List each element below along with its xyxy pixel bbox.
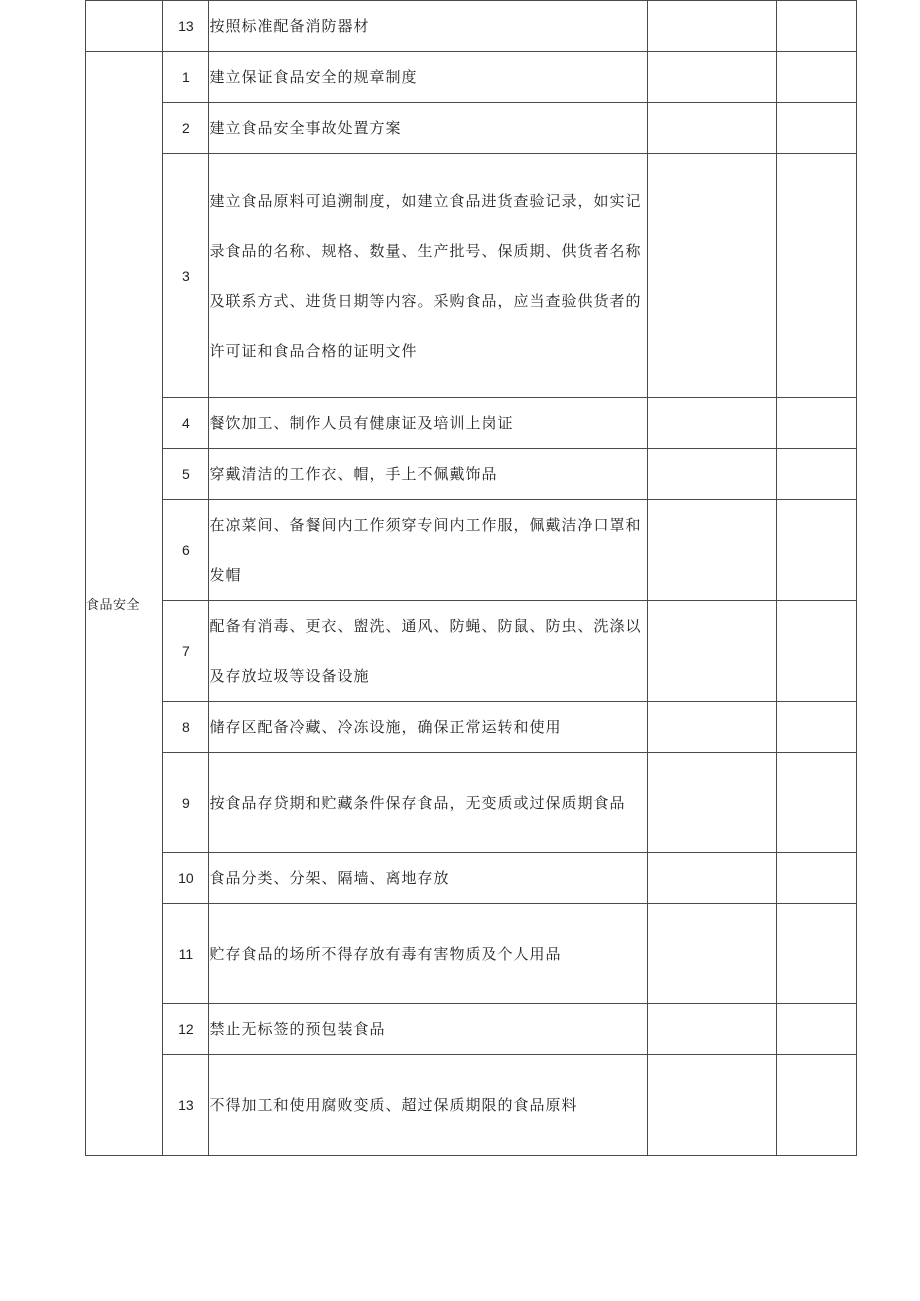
inspection-checklist-table	[85, 0, 857, 1156]
remark-cell	[776, 103, 856, 154]
remark-cell	[776, 154, 856, 398]
table-row	[86, 702, 857, 753]
result-cell	[648, 1004, 777, 1055]
row-number: 8	[163, 702, 209, 753]
check-item-text: 建立食品安全事故处置方案	[209, 103, 648, 154]
row-number: 7	[163, 601, 209, 702]
remark-cell	[776, 601, 856, 702]
row-number: 10	[163, 853, 209, 904]
table-row	[86, 500, 857, 601]
section-category: 食品安全	[86, 52, 163, 1156]
row-number: 5	[163, 449, 209, 500]
table-row	[86, 853, 857, 904]
check-item-text: 建立食品原料可追溯制度，如建立食品进货查验记录，如实记录食品的名称、规格、数量、生产批号、保质期、供货者名称及联系方式、进货日期等内容。采购食品，应当查验供货者的许可证和食品合格的证明文件	[209, 154, 648, 398]
remark-cell	[776, 1055, 856, 1156]
table-row	[86, 1004, 857, 1055]
check-item-text: 穿戴清洁的工作衣、帽，手上不佩戴饰品	[209, 449, 648, 500]
check-item-text: 禁止无标签的预包装食品	[209, 1004, 648, 1055]
row-number: 9	[163, 753, 209, 853]
result-cell	[648, 1055, 777, 1156]
row-number: 6	[163, 500, 209, 601]
result-cell	[648, 1, 777, 52]
check-item-text: 配备有消毒、更衣、盥洗、通风、防蝇、防鼠、防虫、洗涤以及存放垃圾等设备设施	[209, 601, 648, 702]
remark-cell	[776, 500, 856, 601]
result-cell	[648, 500, 777, 601]
category-cell	[86, 1, 163, 52]
check-item-text: 餐饮加工、制作人员有健康证及培训上岗证	[209, 398, 648, 449]
row-number: 2	[163, 103, 209, 154]
result-cell	[648, 103, 777, 154]
remark-cell	[776, 1, 856, 52]
result-cell	[648, 904, 777, 1004]
remark-cell	[776, 52, 856, 103]
row-number: 1	[163, 52, 209, 103]
check-item-text: 食品分类、分架、隔墙、离地存放	[209, 853, 648, 904]
row-number: 12	[163, 1004, 209, 1055]
check-item-text: 按食品存贷期和贮藏条件保存食品，无变质或过保质期食品	[209, 753, 648, 853]
row-number: 4	[163, 398, 209, 449]
remark-cell	[776, 1004, 856, 1055]
result-cell	[648, 398, 777, 449]
result-cell	[648, 154, 777, 398]
remark-cell	[776, 702, 856, 753]
remark-cell	[776, 853, 856, 904]
row-number: 3	[163, 154, 209, 398]
check-item-text: 储存区配备冷藏、冷冻设施，确保正常运转和使用	[209, 702, 648, 753]
table-row	[86, 601, 857, 702]
check-item-text: 按照标准配备消防器材	[209, 1, 648, 52]
result-cell	[648, 449, 777, 500]
check-item-text: 建立保证食品安全的规章制度	[209, 52, 648, 103]
remark-cell	[776, 753, 856, 853]
row-number: 13	[163, 1, 209, 52]
check-item-text: 不得加工和使用腐败变质、超过保质期限的食品原料	[209, 1055, 648, 1156]
table-row	[86, 1055, 857, 1156]
table-row	[86, 449, 857, 500]
table-row	[86, 1, 857, 52]
table-row	[86, 103, 857, 154]
row-number: 11	[163, 904, 209, 1004]
table-row	[86, 904, 857, 1004]
table-row	[86, 398, 857, 449]
result-cell	[648, 702, 777, 753]
check-item-text: 贮存食品的场所不得存放有毒有害物质及个人用品	[209, 904, 648, 1004]
result-cell	[648, 853, 777, 904]
result-cell	[648, 52, 777, 103]
check-item-text: 在凉菜间、备餐间内工作须穿专间内工作服，佩戴洁净口罩和发帽	[209, 500, 648, 601]
remark-cell	[776, 904, 856, 1004]
table-row	[86, 154, 857, 398]
remark-cell	[776, 449, 856, 500]
result-cell	[648, 601, 777, 702]
result-cell	[648, 753, 777, 853]
row-number: 13	[163, 1055, 209, 1156]
remark-cell	[776, 398, 856, 449]
table-row	[86, 753, 857, 853]
table-row	[86, 52, 857, 103]
